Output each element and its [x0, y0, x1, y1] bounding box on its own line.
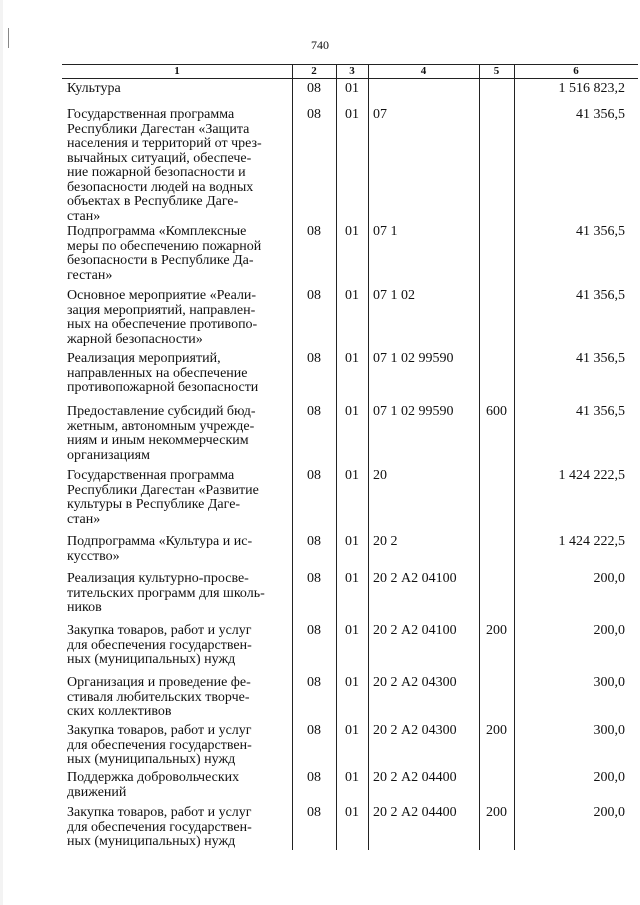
- row-name: Закупка товаров, работ и услуг для обеспечения государствен- ных (муниципальных) нужд: [67, 805, 252, 849]
- amount: 41 356,5: [576, 404, 625, 419]
- header-col-5: 5: [493, 65, 500, 77]
- subsection-code: 01: [345, 770, 359, 785]
- row-name: Основное мероприятие «Реали- зация мероприятий, направлен- ных на обеспечение противопо- жарной безопасности»: [67, 288, 258, 347]
- amount: 300,0: [593, 675, 625, 690]
- scan-edge-shadow: [0, 0, 3, 905]
- amount: 200,0: [593, 623, 625, 638]
- target-article-code: 07 1: [373, 224, 398, 239]
- subsection-code: 01: [345, 723, 359, 738]
- subsection-code: 01: [345, 107, 359, 122]
- row-name: Подпрограмма «Комплексные меры по обеспечению пожарной безопасности в Республике Да- гестан»: [67, 224, 262, 283]
- subsection-code: 01: [345, 224, 359, 239]
- expense-type-code: 600: [486, 404, 507, 419]
- header-col-3: 3: [349, 65, 355, 77]
- subsection-code: 01: [345, 288, 359, 303]
- amount: 1 424 222,5: [558, 534, 625, 549]
- subsection-code: 01: [345, 404, 359, 419]
- expense-type-code: 200: [486, 805, 507, 820]
- target-article-code: 20 2 А2 04400: [373, 805, 457, 820]
- header-col-4: 4: [420, 65, 427, 77]
- subsection-code: 01: [345, 468, 359, 483]
- header-col-2: 2: [311, 65, 317, 77]
- amount: 1 516 823,2: [558, 81, 625, 96]
- amount: 41 356,5: [576, 351, 625, 366]
- section-code: 08: [307, 623, 321, 638]
- target-article-code: 20: [373, 468, 387, 483]
- section-code: 08: [307, 675, 321, 690]
- target-article-code: 20 2 А2 04100: [373, 571, 457, 586]
- section-code: 08: [307, 534, 321, 549]
- section-code: 08: [307, 404, 321, 419]
- section-code: 08: [307, 723, 321, 738]
- section-code: 08: [307, 770, 321, 785]
- row-name: Организация и проведение фе- стиваля любительских творче- ских коллективов: [67, 675, 251, 719]
- subsection-code: 01: [345, 351, 359, 366]
- row-name: Подпрограмма «Культура и ис- кусство»: [67, 534, 253, 564]
- row-name: Поддержка добровольческих движений: [67, 770, 240, 800]
- row-name: Реализация культурно-просве- тительских программ для школь- ников: [67, 571, 265, 615]
- amount: 300,0: [593, 723, 625, 738]
- amount: 200,0: [593, 805, 625, 820]
- target-article-code: 07: [373, 107, 387, 122]
- section-code: 08: [307, 288, 321, 303]
- row-name: Предоставление субсидий бюд- жетным, автономным учрежде- ниям и иным некоммерческим организациям: [67, 404, 256, 463]
- amount: 41 356,5: [576, 107, 625, 122]
- row-name: Культура: [67, 81, 121, 96]
- subsection-code: 01: [345, 534, 359, 549]
- header-col-1: 1: [174, 65, 180, 77]
- row-name: Реализация мероприятий, направленных на обеспечение противопожарной безопасности: [67, 351, 259, 395]
- expense-type-code: 200: [486, 723, 507, 738]
- target-article-code: 20 2 А2 04100: [373, 623, 457, 638]
- section-code: 08: [307, 571, 321, 586]
- row-name: Государственная программа Республики Дагестан «Защита населения и территорий от чрез- вычайных ситуаций, обеспече- ние пожарной безопасности и безопасности людей на водных объектах в Республике Даге- стан»: [67, 107, 262, 224]
- target-article-code: 07 1 02 99590: [373, 351, 454, 366]
- page-number: 740: [311, 38, 329, 52]
- target-article-code: 20 2 А2 04300: [373, 723, 457, 738]
- header-bottom-rule: [62, 78, 638, 79]
- row-name: Государственная программа Республики Дагестан «Развитие культуры в Республике Даге- стан»: [67, 468, 259, 527]
- section-code: 08: [307, 107, 321, 122]
- row-name: Закупка товаров, работ и услуг для обеспечения государствен- ных (муниципальных) нужд: [67, 723, 252, 767]
- target-article-code: 07 1 02 99590: [373, 404, 454, 419]
- section-code: 08: [307, 468, 321, 483]
- subsection-code: 01: [345, 675, 359, 690]
- subsection-code: 01: [345, 805, 359, 820]
- amount: 200,0: [593, 770, 625, 785]
- budget-table: [62, 64, 638, 850]
- target-article-code: 20 2 А2 04300: [373, 675, 457, 690]
- subsection-code: 01: [345, 81, 359, 96]
- subsection-code: 01: [345, 623, 359, 638]
- amount: 41 356,5: [576, 224, 625, 239]
- target-article-code: 20 2 А2 04400: [373, 770, 457, 785]
- section-code: 08: [307, 805, 321, 820]
- column-divider: [368, 64, 369, 850]
- target-article-code: 20 2: [373, 534, 398, 549]
- subsection-code: 01: [345, 571, 359, 586]
- section-code: 08: [307, 351, 321, 366]
- column-divider: [514, 64, 515, 850]
- expense-type-code: 200: [486, 623, 507, 638]
- section-code: 08: [307, 81, 321, 96]
- section-code: 08: [307, 224, 321, 239]
- amount: 200,0: [593, 571, 625, 586]
- row-name: Закупка товаров, работ и услуг для обеспечения государствен- ных (муниципальных) нужд: [67, 623, 252, 667]
- amount: 1 424 222,5: [558, 468, 625, 483]
- amount: 41 356,5: [576, 288, 625, 303]
- target-article-code: 07 1 02: [373, 288, 415, 303]
- header-col-6: 6: [573, 65, 579, 77]
